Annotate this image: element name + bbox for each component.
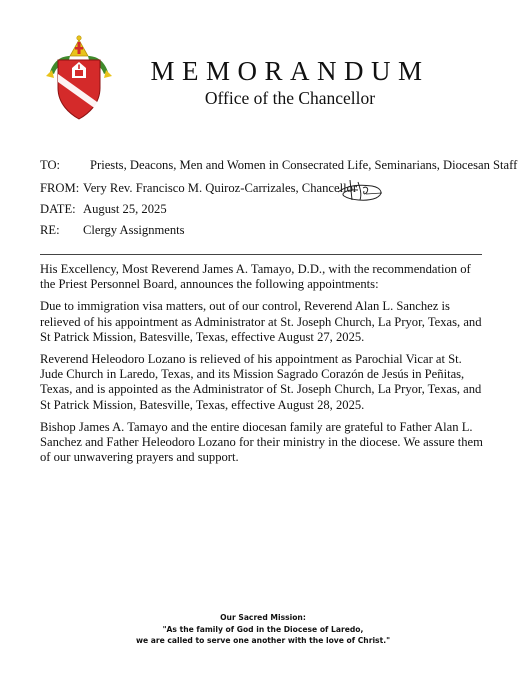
mission-heading: Our Sacred Mission: (220, 613, 306, 622)
mission-line-1: "As the family of God in the Diocese of Laredo, (162, 624, 364, 634)
body-paragraph-sanchez: Due to immigration visa matters, out of our control, Reverend Alan L. Sanchez is relieved of his appointment as Administrator at St. Joseph Church, La Pryor, Texas, and St Patrick Mission, Batesville, Texas, effective August 27, 2025. (40, 299, 482, 344)
date-label: DATE: (40, 202, 76, 216)
re-value: Clergy Assignments (83, 223, 185, 237)
memo-title: MEMORANDUM (150, 56, 430, 86)
shield-icon (58, 60, 100, 119)
body-paragraph-intro: His Excellency, Most Reverend James A. Tamayo, D.D., with the recommendation of the Priest Personnel Board, announces the following appointments: (40, 262, 471, 292)
re-line (40, 223, 185, 238)
from-line (40, 181, 358, 196)
body-paragraph-lozano: Reverend Heleodoro Lozano is relieved of his appointment as Parochial Vicar at St. Jude Church in Laredo, Texas, and its Mission Sagrado Corazón de Jesús in Peñitas, Texas, and is appointed as the Administrator of St. Joseph Church, La Pryor, Texas, and St Patrick Mission, Batesville, Texas, effective August 28, 2025. (40, 352, 482, 412)
chancellor-signature (336, 176, 386, 204)
diocese-crest-logo (42, 34, 116, 122)
header-divider (40, 254, 482, 255)
date-value: August 25, 2025 (83, 202, 167, 216)
to-value: Priests, Deacons, Men and Women in Consecrated Life, Seminarians, Diocesan Staff (90, 158, 518, 172)
re-label: RE: (40, 223, 60, 237)
from-value: Very Rev. Francisco M. Quiroz-Carrizales, Chancellor (83, 181, 358, 195)
memo-body (40, 262, 486, 472)
from-label: FROM: (40, 181, 80, 195)
mission-footer (60, 612, 466, 647)
office-subtitle: Office of the Chancellor (204, 88, 376, 108)
to-line (40, 158, 518, 173)
mission-line-2: we are called to serve one another with the love of Christ." (135, 636, 391, 645)
to-label: TO: (40, 158, 61, 172)
date-line (40, 202, 167, 217)
body-paragraph-gratitude: Bishop James A. Tamayo and the entire diocesan family are grateful to Father Alan L. Sanchez and Father Heleodoro Lozano for their ministry in the diocese. We assure them of our unwavering prayers and support. (40, 419, 483, 465)
